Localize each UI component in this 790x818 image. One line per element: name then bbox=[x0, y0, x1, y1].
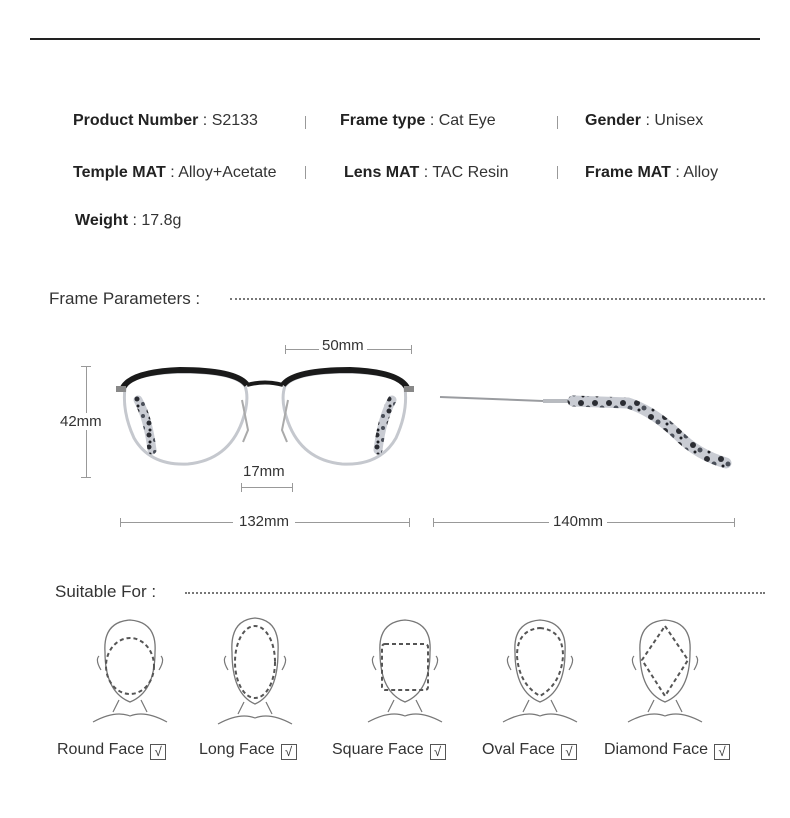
dim-tick bbox=[411, 345, 412, 354]
glasses-side-view bbox=[438, 385, 738, 475]
spec-value: S2133 bbox=[211, 112, 258, 129]
spec-value: TAC Resin bbox=[432, 164, 509, 181]
spec-value: Cat Eye bbox=[438, 112, 496, 129]
spec-product-number: Product Number : S2133 bbox=[73, 112, 258, 129]
face-option-round bbox=[57, 741, 166, 760]
spec-weight: Weight : 17.8g bbox=[75, 212, 182, 229]
dim-tick bbox=[81, 477, 91, 478]
dim-line-bridge bbox=[241, 487, 293, 488]
dim-tick bbox=[81, 366, 91, 367]
checkbox-checked-icon: √ bbox=[281, 744, 297, 760]
spec-label: Temple MAT bbox=[73, 164, 166, 181]
spec-value: 17.8g bbox=[141, 212, 182, 229]
spec-label: Product Number bbox=[73, 112, 199, 129]
spec-label: Frame MAT bbox=[585, 164, 671, 181]
oval-face-illustration bbox=[495, 612, 585, 727]
suitable-for-title: Suitable For : bbox=[55, 582, 164, 602]
dim-tick bbox=[433, 518, 434, 527]
dim-bridge: 17mm bbox=[240, 463, 288, 480]
spec-label: Lens MAT bbox=[344, 164, 420, 181]
dim-tick bbox=[409, 518, 410, 527]
glasses-front-view bbox=[110, 360, 420, 475]
dim-frame-width: 132mm bbox=[233, 513, 295, 530]
checkbox-checked-icon: √ bbox=[430, 744, 446, 760]
square-face-illustration bbox=[360, 612, 450, 727]
checkbox-checked-icon: √ bbox=[561, 744, 577, 760]
face-option-oval bbox=[482, 741, 577, 760]
face-label: Diamond Face bbox=[604, 741, 709, 758]
diamond-face-illustration bbox=[620, 612, 710, 727]
spec-gender: Gender : Unisex bbox=[585, 112, 704, 129]
long-face-illustration bbox=[210, 612, 300, 727]
spec-value: Unisex bbox=[654, 112, 704, 129]
spec-value: Alloy bbox=[683, 164, 719, 181]
face-label: Round Face bbox=[57, 741, 145, 758]
dim-tick bbox=[285, 345, 286, 354]
face-label: Long Face bbox=[199, 741, 275, 758]
separator bbox=[557, 116, 558, 129]
spec-frame-mat: Frame MAT : Alloy bbox=[585, 164, 719, 181]
dim-tick bbox=[292, 483, 293, 492]
top-rule bbox=[30, 38, 760, 40]
spec-label: Weight bbox=[75, 212, 129, 229]
spec-temple-mat: Temple MAT : Alloy+Acetate bbox=[73, 164, 277, 181]
round-face-illustration bbox=[85, 612, 175, 727]
dim-tick bbox=[120, 518, 121, 527]
face-label: Oval Face bbox=[482, 741, 555, 758]
spec-label: Gender bbox=[585, 112, 642, 129]
separator bbox=[557, 166, 558, 179]
dim-lens-height: 42mm bbox=[60, 413, 102, 430]
section-divider-dots bbox=[230, 298, 765, 300]
dim-tick bbox=[734, 518, 735, 527]
spec-lens-mat: Lens MAT : TAC Resin bbox=[344, 164, 509, 181]
checkbox-checked-icon: √ bbox=[150, 744, 166, 760]
separator bbox=[305, 116, 306, 129]
spec-frame-type: Frame type : Cat Eye bbox=[340, 112, 496, 129]
spec-value: Alloy+Acetate bbox=[178, 164, 277, 181]
spec-label: Frame type bbox=[340, 112, 426, 129]
dim-temple-length: 140mm bbox=[549, 513, 607, 530]
face-option-long bbox=[199, 741, 297, 760]
face-label: Square Face bbox=[332, 741, 424, 758]
dim-tick bbox=[241, 483, 242, 492]
separator bbox=[305, 166, 306, 179]
face-option-diamond bbox=[604, 741, 730, 760]
face-option-square bbox=[332, 741, 446, 760]
checkbox-checked-icon: √ bbox=[714, 744, 730, 760]
section-divider-dots bbox=[185, 592, 765, 594]
frame-parameters-title: Frame Parameters : bbox=[49, 289, 208, 309]
dim-lens-width: 50mm bbox=[319, 337, 367, 354]
